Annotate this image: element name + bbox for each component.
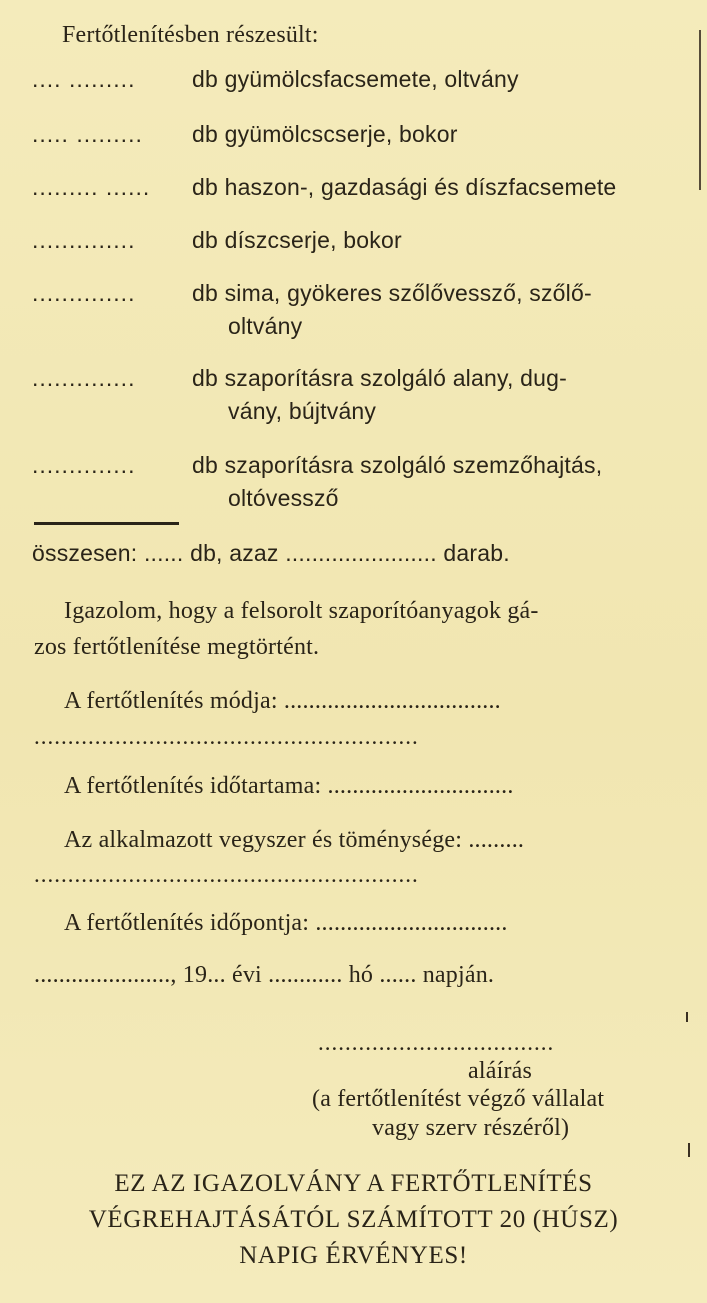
item-label: db gyümölcscserje, bokor: [192, 121, 458, 147]
quantity-blank: ..............: [32, 365, 136, 391]
method-field: A fertőtlenítés módja: ...................................: [64, 688, 501, 714]
section-heading: Fertőtlenítésben részesült:: [62, 22, 319, 48]
page-edge-line: [699, 30, 701, 190]
stray-mark: [686, 1012, 688, 1022]
date-field: A fertőtlenítés időpontja: ...............................: [64, 910, 508, 936]
certify-text-line1: Igazolom, hogy a felsorolt szaporítóanyagok gá-: [64, 598, 539, 624]
chemical-field: Az alkalmazott vegyszer és töménysége: .........: [64, 827, 525, 853]
item-label: db szaporításra szolgáló alany, dug-: [192, 365, 567, 391]
validity-notice-line1: EZ AZ IGAZOLVÁNY A FERTŐTLENÍTÉS: [114, 1170, 593, 1197]
signature-blank: ...................................: [318, 1030, 555, 1055]
signature-note-line1: (a fertőtlenítést végző vállalat: [312, 1086, 605, 1112]
quantity-blank: ..... .........: [32, 121, 143, 147]
chemical-blank-line: .........................................................: [34, 862, 419, 887]
place-date-line: ......................, 19... évi ............ hó ...... napján.: [34, 962, 495, 988]
total-line: összesen: ...... db, azaz ....................... darab.: [32, 540, 510, 566]
item-label-continuation: oltóvessző: [228, 485, 339, 511]
method-blank-line: .........................................................: [34, 724, 419, 749]
item-label-continuation: vány, bújtvány: [228, 398, 377, 424]
item-label: db gyümölcsfacsemete, oltvány: [192, 66, 519, 92]
quantity-blank: ..............: [32, 227, 136, 253]
signature-label: aláírás: [468, 1058, 533, 1084]
signature-note-line2: vagy szerv részéről): [372, 1115, 570, 1141]
validity-notice-line3: NAPIG ÉRVÉNYES!: [239, 1242, 468, 1269]
stray-mark: [688, 1143, 690, 1157]
item-label: db díszcserje, bokor: [192, 227, 402, 253]
quantity-blank: ..............: [32, 280, 136, 306]
sum-rule: [34, 522, 179, 525]
duration-field: A fertőtlenítés időtartama: ..............................: [64, 773, 514, 799]
quantity-blank: .... .........: [32, 66, 136, 92]
certify-text-line2: zos fertőtlenítése megtörtént.: [34, 634, 320, 660]
quantity-blank: ......... ......: [32, 174, 151, 200]
item-label: db haszon-, gazdasági és díszfacsemete: [192, 174, 617, 200]
item-label: db sima, gyökeres szőlővessző, szőlő-: [192, 280, 592, 306]
item-label-continuation: oltvány: [228, 313, 303, 339]
validity-notice-line2: VÉGREHAJTÁSÁTÓL SZÁMÍTOTT 20 (HÚSZ): [88, 1206, 619, 1233]
item-label: db szaporításra szolgáló szemzőhajtás,: [192, 452, 603, 478]
quantity-blank: ..............: [32, 452, 136, 478]
